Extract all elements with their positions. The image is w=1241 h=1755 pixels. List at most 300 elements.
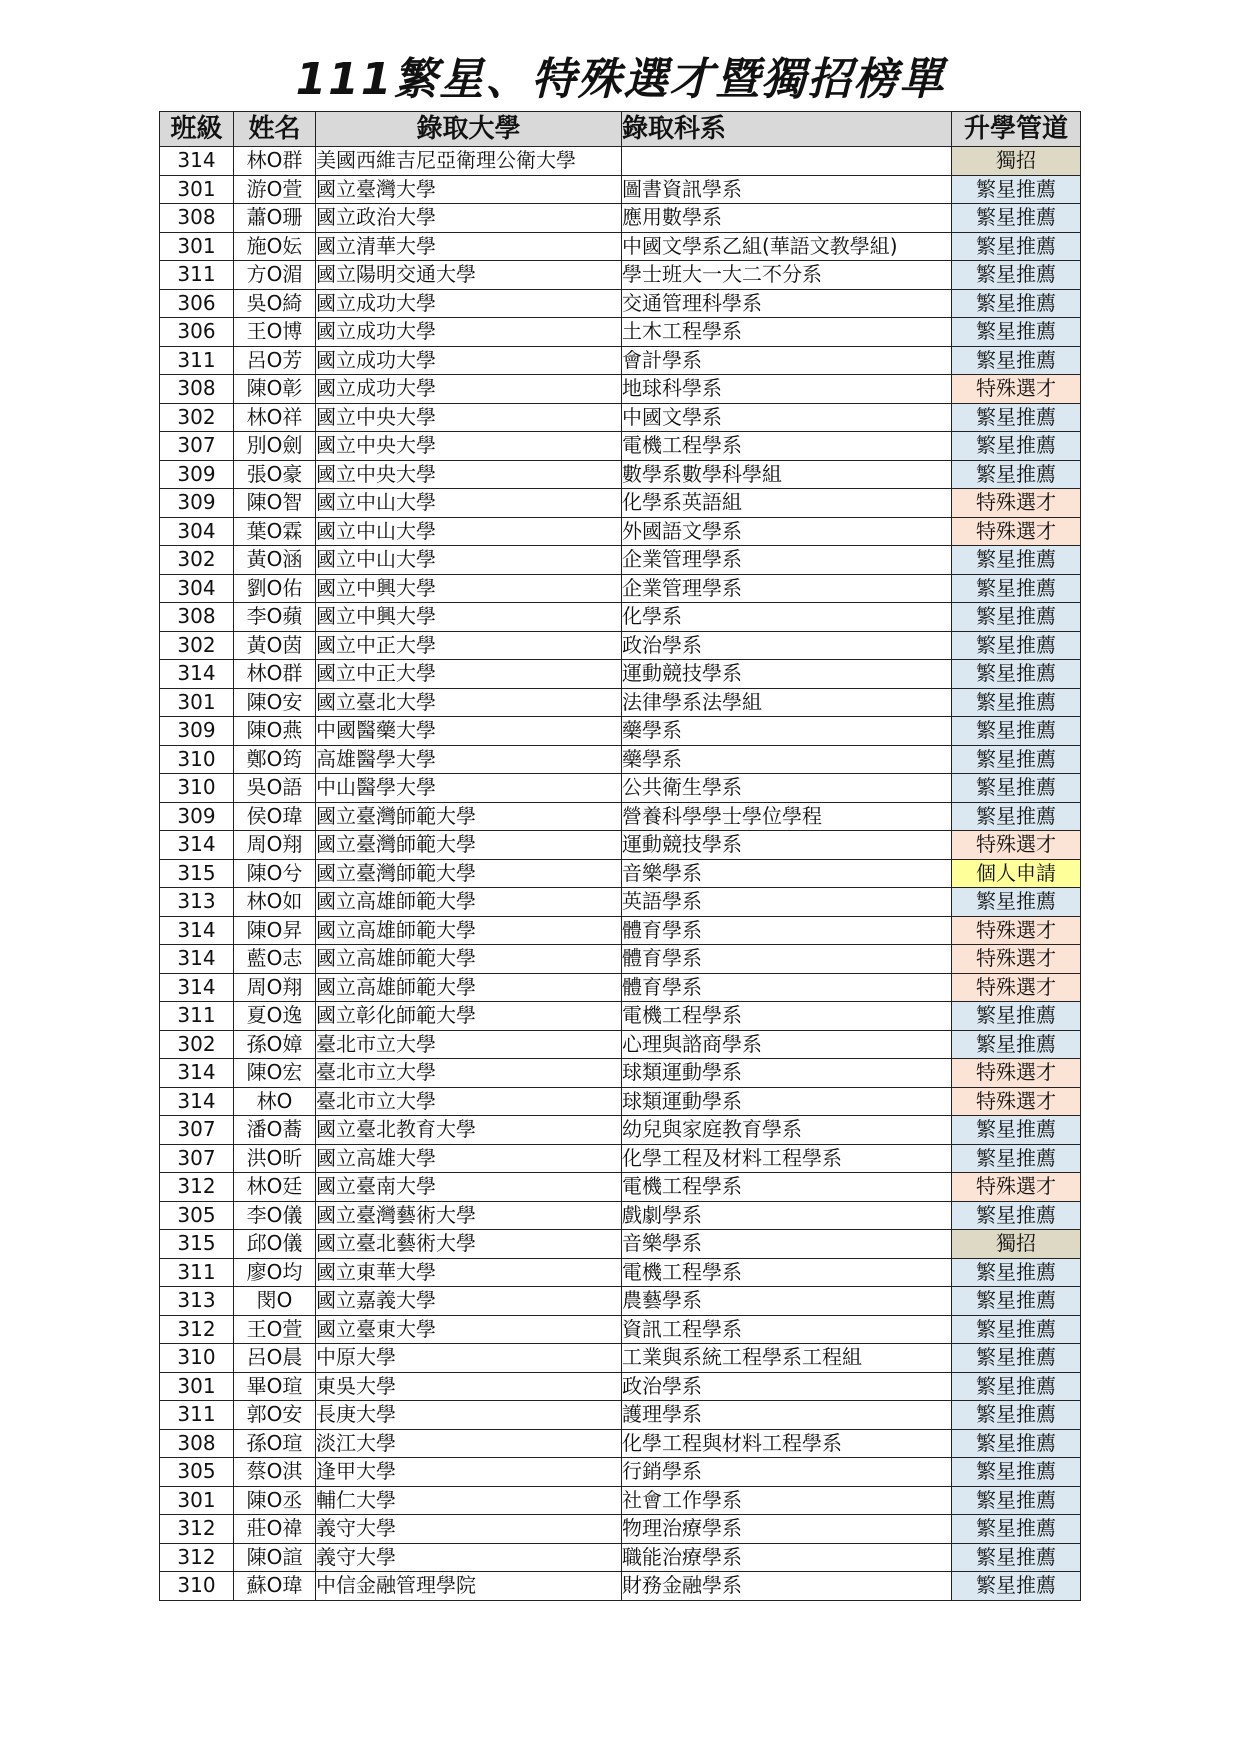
cell-department: 戲劇學系 <box>622 1201 952 1230</box>
cell-university: 逢甲大學 <box>316 1458 622 1487</box>
cell-pathway: 繁星推薦 <box>952 432 1081 461</box>
cell-name: 郭O安 <box>234 1401 316 1430</box>
cell-class: 312 <box>160 1515 234 1544</box>
cell-pathway: 繁星推薦 <box>952 888 1081 917</box>
table-row <box>160 1287 1081 1316</box>
cell-pathway: 繁星推薦 <box>952 546 1081 575</box>
cell-department: 資訊工程學系 <box>622 1315 952 1344</box>
cell-name: 陳O宏 <box>234 1059 316 1088</box>
cell-university: 國立中正大學 <box>316 660 622 689</box>
cell-class: 306 <box>160 289 234 318</box>
cell-class: 312 <box>160 1315 234 1344</box>
table-row <box>160 1258 1081 1287</box>
cell-name: 施O妘 <box>234 232 316 261</box>
cell-class: 301 <box>160 232 234 261</box>
cell-department: 化學工程與材料工程學系 <box>622 1429 952 1458</box>
cell-class: 311 <box>160 1002 234 1031</box>
cell-name: 林O如 <box>234 888 316 917</box>
table-row <box>160 546 1081 575</box>
header-pathway: 升學管道 <box>952 112 1081 147</box>
cell-pathway: 繁星推薦 <box>952 802 1081 831</box>
cell-pathway: 繁星推薦 <box>952 261 1081 290</box>
cell-department: 政治學系 <box>622 1372 952 1401</box>
cell-name: 蔡O淇 <box>234 1458 316 1487</box>
cell-name: 劉O佑 <box>234 574 316 603</box>
cell-name: 方O湄 <box>234 261 316 290</box>
cell-class: 302 <box>160 631 234 660</box>
cell-department: 心理與諮商學系 <box>622 1030 952 1059</box>
cell-department: 中國文學系 <box>622 403 952 432</box>
cell-university: 國立彰化師範大學 <box>316 1002 622 1031</box>
cell-pathway: 特殊選才 <box>952 945 1081 974</box>
cell-name: 蕭O珊 <box>234 204 316 233</box>
cell-pathway: 繁星推薦 <box>952 318 1081 347</box>
cell-university: 中信金融管理學院 <box>316 1572 622 1601</box>
table-row <box>160 717 1081 746</box>
cell-university: 國立成功大學 <box>316 318 622 347</box>
cell-university: 國立臺北教育大學 <box>316 1116 622 1145</box>
cell-department: 運動競技學系 <box>622 660 952 689</box>
cell-name: 吳O語 <box>234 774 316 803</box>
cell-university: 義守大學 <box>316 1515 622 1544</box>
cell-pathway: 繁星推薦 <box>952 1401 1081 1430</box>
cell-pathway: 繁星推薦 <box>952 175 1081 204</box>
header-department: 錄取科系 <box>622 112 952 147</box>
cell-name: 李O儀 <box>234 1201 316 1230</box>
cell-department: 外國語文學系 <box>622 517 952 546</box>
cell-university: 國立中山大學 <box>316 546 622 575</box>
cell-class: 306 <box>160 318 234 347</box>
cell-department: 音樂學系 <box>622 1230 952 1259</box>
cell-class: 307 <box>160 1144 234 1173</box>
cell-department: 財務金融學系 <box>622 1572 952 1601</box>
cell-university: 輔仁大學 <box>316 1486 622 1515</box>
cell-department: 電機工程學系 <box>622 1173 952 1202</box>
cell-university: 國立高雄師範大學 <box>316 916 622 945</box>
cell-name: 侯O瑋 <box>234 802 316 831</box>
cell-department: 化學工程及材料工程學系 <box>622 1144 952 1173</box>
table-row <box>160 1059 1081 1088</box>
cell-class: 308 <box>160 1429 234 1458</box>
table-row <box>160 232 1081 261</box>
table-row <box>160 1087 1081 1116</box>
cell-department: 社會工作學系 <box>622 1486 952 1515</box>
table-row <box>160 289 1081 318</box>
cell-department: 數學系數學科學組 <box>622 460 952 489</box>
cell-class: 302 <box>160 1030 234 1059</box>
cell-department: 幼兒與家庭教育學系 <box>622 1116 952 1145</box>
cell-university: 國立臺灣藝術大學 <box>316 1201 622 1230</box>
table-row <box>160 460 1081 489</box>
cell-department: 電機工程學系 <box>622 432 952 461</box>
cell-pathway: 繁星推薦 <box>952 745 1081 774</box>
cell-university: 國立臺灣師範大學 <box>316 802 622 831</box>
cell-name: 林O群 <box>234 147 316 176</box>
cell-university: 中山醫學大學 <box>316 774 622 803</box>
cell-department: 職能治療學系 <box>622 1543 952 1572</box>
table-row <box>160 375 1081 404</box>
cell-name: 周O翔 <box>234 831 316 860</box>
cell-class: 311 <box>160 1258 234 1287</box>
cell-name: 林O廷 <box>234 1173 316 1202</box>
cell-university: 中原大學 <box>316 1344 622 1373</box>
table-row <box>160 1486 1081 1515</box>
cell-department: 化學系 <box>622 603 952 632</box>
cell-department: 地球科學系 <box>622 375 952 404</box>
table-row <box>160 1344 1081 1373</box>
cell-name: 蘇O瑋 <box>234 1572 316 1601</box>
cell-class: 314 <box>160 1087 234 1116</box>
cell-class: 301 <box>160 1486 234 1515</box>
cell-class: 307 <box>160 1116 234 1145</box>
cell-pathway: 特殊選才 <box>952 375 1081 404</box>
cell-name: 潘O蕎 <box>234 1116 316 1145</box>
cell-name: 陳O安 <box>234 688 316 717</box>
cell-department: 藥學系 <box>622 717 952 746</box>
table-header-row <box>160 112 1081 147</box>
cell-class: 314 <box>160 147 234 176</box>
cell-department: 行銷學系 <box>622 1458 952 1487</box>
header-university: 錄取大學 <box>316 112 622 147</box>
cell-pathway: 特殊選才 <box>952 489 1081 518</box>
cell-university: 國立高雄師範大學 <box>316 888 622 917</box>
table-row <box>160 318 1081 347</box>
cell-university: 淡江大學 <box>316 1429 622 1458</box>
cell-pathway: 繁星推薦 <box>952 574 1081 603</box>
cell-pathway: 繁星推薦 <box>952 1344 1081 1373</box>
cell-name: 陳O彰 <box>234 375 316 404</box>
table-row <box>160 1030 1081 1059</box>
cell-name: 游O萱 <box>234 175 316 204</box>
cell-department: 土木工程學系 <box>622 318 952 347</box>
cell-pathway: 繁星推薦 <box>952 1116 1081 1145</box>
cell-name: 別O劍 <box>234 432 316 461</box>
cell-class: 311 <box>160 1401 234 1430</box>
cell-class: 314 <box>160 945 234 974</box>
cell-name: 呂O芳 <box>234 346 316 375</box>
cell-name: 閔O <box>234 1287 316 1316</box>
cell-name: 莊O禕 <box>234 1515 316 1544</box>
cell-name: 畢O瑄 <box>234 1372 316 1401</box>
cell-university: 國立臺灣師範大學 <box>316 859 622 888</box>
cell-pathway: 繁星推薦 <box>952 1572 1081 1601</box>
cell-class: 310 <box>160 1572 234 1601</box>
cell-class: 304 <box>160 574 234 603</box>
table-row <box>160 831 1081 860</box>
cell-university: 國立中興大學 <box>316 603 622 632</box>
table-row <box>160 1429 1081 1458</box>
cell-class: 302 <box>160 546 234 575</box>
cell-university: 臺北市立大學 <box>316 1087 622 1116</box>
cell-university: 國立政治大學 <box>316 204 622 233</box>
cell-class: 301 <box>160 175 234 204</box>
cell-name: 陳O兮 <box>234 859 316 888</box>
table-row <box>160 1458 1081 1487</box>
cell-class: 302 <box>160 403 234 432</box>
cell-pathway: 獨招 <box>952 1230 1081 1259</box>
table-row <box>160 973 1081 1002</box>
cell-name: 孫O瑄 <box>234 1429 316 1458</box>
cell-university: 國立中央大學 <box>316 460 622 489</box>
cell-university: 國立清華大學 <box>316 232 622 261</box>
cell-department: 政治學系 <box>622 631 952 660</box>
cell-class: 312 <box>160 1543 234 1572</box>
table-row <box>160 346 1081 375</box>
cell-university: 國立臺灣大學 <box>316 175 622 204</box>
table-row <box>160 1201 1081 1230</box>
table-row <box>160 774 1081 803</box>
cell-class: 311 <box>160 346 234 375</box>
cell-class: 313 <box>160 1287 234 1316</box>
cell-department: 農藝學系 <box>622 1287 952 1316</box>
cell-name: 呂O晨 <box>234 1344 316 1373</box>
table-row <box>160 802 1081 831</box>
table-row <box>160 574 1081 603</box>
table-row <box>160 603 1081 632</box>
table-row <box>160 660 1081 689</box>
cell-university: 義守大學 <box>316 1543 622 1572</box>
cell-university: 國立高雄師範大學 <box>316 945 622 974</box>
cell-pathway: 繁星推薦 <box>952 1144 1081 1173</box>
cell-department: 學士班大一大二不分系 <box>622 261 952 290</box>
cell-name: 王O博 <box>234 318 316 347</box>
cell-class: 304 <box>160 517 234 546</box>
table-row <box>160 175 1081 204</box>
cell-class: 305 <box>160 1201 234 1230</box>
cell-name: 林O祥 <box>234 403 316 432</box>
cell-class: 308 <box>160 375 234 404</box>
cell-name: 陳O燕 <box>234 717 316 746</box>
cell-class: 315 <box>160 1230 234 1259</box>
cell-pathway: 繁星推薦 <box>952 774 1081 803</box>
header-class: 班級 <box>160 112 234 147</box>
cell-department: 中國文學系乙組(華語文教學組) <box>622 232 952 261</box>
cell-department: 體育學系 <box>622 973 952 1002</box>
table-row <box>160 1372 1081 1401</box>
cell-pathway: 繁星推薦 <box>952 717 1081 746</box>
cell-university: 國立中山大學 <box>316 489 622 518</box>
cell-name: 夏O逸 <box>234 1002 316 1031</box>
cell-university: 國立臺北大學 <box>316 688 622 717</box>
cell-class: 307 <box>160 432 234 461</box>
cell-university: 國立成功大學 <box>316 289 622 318</box>
cell-class: 310 <box>160 774 234 803</box>
cell-pathway: 繁星推薦 <box>952 1201 1081 1230</box>
cell-department: 球類運動學系 <box>622 1059 952 1088</box>
cell-pathway: 繁星推薦 <box>952 232 1081 261</box>
cell-name: 張O豪 <box>234 460 316 489</box>
cell-pathway: 繁星推薦 <box>952 346 1081 375</box>
cell-class: 314 <box>160 660 234 689</box>
cell-department: 英語學系 <box>622 888 952 917</box>
table-row <box>160 859 1081 888</box>
cell-university: 長庚大學 <box>316 1401 622 1430</box>
page-title: 111繁星、特殊選才暨獨招榜單 <box>295 54 946 105</box>
cell-university: 國立高雄大學 <box>316 1144 622 1173</box>
table-row <box>160 403 1081 432</box>
table-row <box>160 147 1081 176</box>
cell-university: 國立高雄師範大學 <box>316 973 622 1002</box>
table-row <box>160 945 1081 974</box>
cell-department: 應用數學系 <box>622 204 952 233</box>
table-row <box>160 1144 1081 1173</box>
cell-university: 國立臺北藝術大學 <box>316 1230 622 1259</box>
cell-name: 邱O儀 <box>234 1230 316 1259</box>
cell-class: 301 <box>160 688 234 717</box>
cell-department: 體育學系 <box>622 916 952 945</box>
table-row <box>160 489 1081 518</box>
cell-name: 黃O涵 <box>234 546 316 575</box>
cell-department: 企業管理學系 <box>622 546 952 575</box>
cell-class: 309 <box>160 489 234 518</box>
cell-university: 國立臺東大學 <box>316 1315 622 1344</box>
cell-university: 東吳大學 <box>316 1372 622 1401</box>
cell-class: 312 <box>160 1173 234 1202</box>
cell-name: 陳O丞 <box>234 1486 316 1515</box>
cell-name: 林O群 <box>234 660 316 689</box>
cell-name: 葉O霖 <box>234 517 316 546</box>
table-row <box>160 432 1081 461</box>
table-row <box>160 1116 1081 1145</box>
table-row <box>160 1002 1081 1031</box>
cell-university: 臺北市立大學 <box>316 1030 622 1059</box>
cell-department: 球類運動學系 <box>622 1087 952 1116</box>
cell-class: 309 <box>160 802 234 831</box>
cell-pathway: 個人申請 <box>952 859 1081 888</box>
cell-university: 高雄醫學大學 <box>316 745 622 774</box>
cell-department <box>622 147 952 176</box>
cell-class: 314 <box>160 916 234 945</box>
cell-department: 護理學系 <box>622 1401 952 1430</box>
cell-university: 國立臺南大學 <box>316 1173 622 1202</box>
cell-name: 洪O昕 <box>234 1144 316 1173</box>
cell-department: 化學系英語組 <box>622 489 952 518</box>
table-row <box>160 916 1081 945</box>
cell-pathway: 繁星推薦 <box>952 1258 1081 1287</box>
cell-university: 臺北市立大學 <box>316 1059 622 1088</box>
cell-department: 工業與系統工程學系工程組 <box>622 1344 952 1373</box>
cell-university: 國立成功大學 <box>316 375 622 404</box>
cell-pathway: 特殊選才 <box>952 1087 1081 1116</box>
cell-pathway: 繁星推薦 <box>952 460 1081 489</box>
cell-name: 吳O綺 <box>234 289 316 318</box>
cell-name: 李O蘋 <box>234 603 316 632</box>
table-row <box>160 1230 1081 1259</box>
admission-table <box>159 111 1081 1601</box>
cell-name: 林O <box>234 1087 316 1116</box>
cell-department: 電機工程學系 <box>622 1002 952 1031</box>
cell-pathway: 繁星推薦 <box>952 1315 1081 1344</box>
cell-name: 王O萱 <box>234 1315 316 1344</box>
table-row <box>160 1315 1081 1344</box>
cell-department: 公共衛生學系 <box>622 774 952 803</box>
cell-department: 運動競技學系 <box>622 831 952 860</box>
table-row <box>160 517 1081 546</box>
cell-name: 鄭O筠 <box>234 745 316 774</box>
cell-pathway: 繁星推薦 <box>952 631 1081 660</box>
cell-class: 315 <box>160 859 234 888</box>
cell-pathway: 繁星推薦 <box>952 204 1081 233</box>
cell-university: 中國醫藥大學 <box>316 717 622 746</box>
table-row <box>160 1401 1081 1430</box>
cell-name: 陳O昇 <box>234 916 316 945</box>
cell-university: 國立中興大學 <box>316 574 622 603</box>
cell-class: 309 <box>160 717 234 746</box>
cell-department: 圖書資訊學系 <box>622 175 952 204</box>
cell-pathway: 繁星推薦 <box>952 403 1081 432</box>
cell-department: 音樂學系 <box>622 859 952 888</box>
cell-name: 陳O智 <box>234 489 316 518</box>
cell-class: 301 <box>160 1372 234 1401</box>
cell-university: 美國西維吉尼亞衛理公衛大學 <box>316 147 622 176</box>
cell-class: 314 <box>160 831 234 860</box>
cell-university: 國立中央大學 <box>316 403 622 432</box>
cell-pathway: 繁星推薦 <box>952 688 1081 717</box>
cell-pathway: 繁星推薦 <box>952 603 1081 632</box>
cell-pathway: 繁星推薦 <box>952 1287 1081 1316</box>
cell-class: 314 <box>160 1059 234 1088</box>
cell-pathway: 特殊選才 <box>952 1173 1081 1202</box>
cell-class: 305 <box>160 1458 234 1487</box>
cell-department: 企業管理學系 <box>622 574 952 603</box>
cell-university: 國立中山大學 <box>316 517 622 546</box>
header-name: 姓名 <box>234 112 316 147</box>
cell-class: 309 <box>160 460 234 489</box>
table-row <box>160 1515 1081 1544</box>
table-row <box>160 261 1081 290</box>
cell-pathway: 獨招 <box>952 147 1081 176</box>
table-row <box>160 888 1081 917</box>
cell-pathway: 繁星推薦 <box>952 660 1081 689</box>
table-row <box>160 745 1081 774</box>
cell-pathway: 繁星推薦 <box>952 1372 1081 1401</box>
table-row <box>160 1572 1081 1601</box>
cell-pathway: 繁星推薦 <box>952 1429 1081 1458</box>
cell-name: 陳O諠 <box>234 1543 316 1572</box>
table-row <box>160 688 1081 717</box>
cell-name: 黃O茵 <box>234 631 316 660</box>
table-row <box>160 1173 1081 1202</box>
cell-university: 國立嘉義大學 <box>316 1287 622 1316</box>
cell-pathway: 特殊選才 <box>952 916 1081 945</box>
cell-class: 311 <box>160 261 234 290</box>
cell-department: 藥學系 <box>622 745 952 774</box>
cell-pathway: 繁星推薦 <box>952 289 1081 318</box>
cell-pathway: 繁星推薦 <box>952 1458 1081 1487</box>
cell-pathway: 特殊選才 <box>952 1059 1081 1088</box>
table-row <box>160 204 1081 233</box>
cell-university: 國立東華大學 <box>316 1258 622 1287</box>
cell-pathway: 繁星推薦 <box>952 1515 1081 1544</box>
cell-name: 孫O嫜 <box>234 1030 316 1059</box>
cell-class: 308 <box>160 204 234 233</box>
cell-pathway: 繁星推薦 <box>952 1543 1081 1572</box>
cell-university: 國立成功大學 <box>316 346 622 375</box>
cell-department: 交通管理科學系 <box>622 289 952 318</box>
table-row <box>160 1543 1081 1572</box>
cell-class: 313 <box>160 888 234 917</box>
cell-name: 廖O均 <box>234 1258 316 1287</box>
table-body <box>160 147 1081 1601</box>
cell-university: 國立臺灣師範大學 <box>316 831 622 860</box>
cell-department: 物理治療學系 <box>622 1515 952 1544</box>
cell-pathway: 特殊選才 <box>952 831 1081 860</box>
cell-class: 310 <box>160 1344 234 1373</box>
cell-class: 314 <box>160 973 234 1002</box>
cell-name: 藍O志 <box>234 945 316 974</box>
cell-pathway: 繁星推薦 <box>952 1486 1081 1515</box>
cell-pathway: 特殊選才 <box>952 517 1081 546</box>
